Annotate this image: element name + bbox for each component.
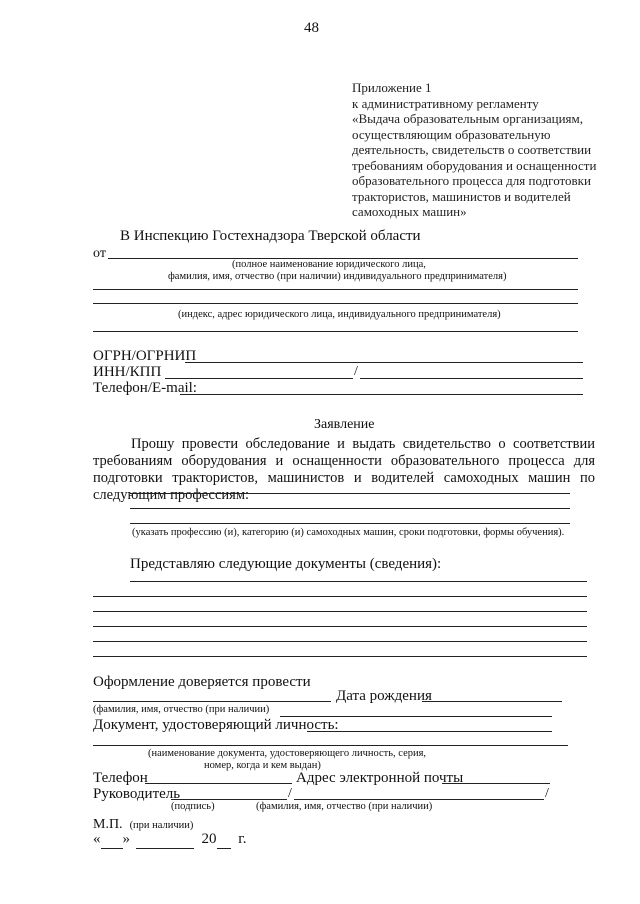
caption-head-fio: (фамилия, имя, отчество (при наличии): [256, 801, 433, 812]
inn-label: ИНН/КПП: [93, 364, 162, 380]
registration-label: Оформление доверяется провести: [93, 674, 311, 690]
profession-field-line[interactable]: [130, 508, 570, 509]
address-field-line[interactable]: [93, 303, 578, 304]
inn-field-line[interactable]: [165, 378, 353, 379]
profession-field-line[interactable]: [130, 493, 570, 494]
date-day-field[interactable]: [101, 831, 123, 849]
caption-org-2: фамилия, имя, отчество (при наличии) индивидуального предпринимателя): [168, 271, 507, 282]
address-field-line-2[interactable]: [93, 331, 578, 332]
date-close-quote: »: [122, 831, 130, 847]
id-document-field-line-2[interactable]: [93, 745, 568, 746]
head-label: Руководитель: [93, 786, 181, 802]
phone-label: Телефон: [93, 770, 148, 786]
head-separator: /: [288, 786, 292, 801]
date-year-prefix: 20: [201, 831, 217, 847]
documents-field-line[interactable]: [93, 611, 587, 612]
caption-signature: (подпись): [171, 801, 215, 812]
addressee: В Инспекцию Гостехнадзора Тверской области: [120, 228, 421, 244]
phone-email-field-line[interactable]: [180, 394, 583, 395]
date-open-quote: «: [93, 831, 101, 847]
date-row: [93, 831, 246, 849]
documents-label: Представляю следующие документы (сведения):: [130, 556, 442, 572]
annex-line: самоходных машин»: [352, 204, 467, 219]
date-month-field[interactable]: [136, 831, 194, 849]
kpp-field-line[interactable]: [360, 378, 583, 379]
caption-org-1: (полное наименование юридического лица,: [232, 259, 426, 270]
head-signature-field-line[interactable]: [171, 799, 287, 800]
documents-field-line[interactable]: [93, 626, 587, 627]
annex-line: «Выдача образовательным организациям,: [352, 111, 583, 126]
annex-line: трактористов, машинистов и водителей: [352, 188, 571, 204]
head-name-field-line[interactable]: [294, 799, 544, 800]
annex-line: деятельность, свидетельств о соответствии: [352, 142, 592, 157]
documents-field-line[interactable]: [93, 656, 587, 657]
seal-label: М.П.: [93, 817, 123, 832]
caption-fio: (фамилия, имя, отчество (при наличии): [93, 704, 270, 715]
caption-id-doc-2: номер, когда и кем выдан): [204, 760, 321, 771]
registration-fio-field-line[interactable]: [93, 701, 331, 702]
annex-line: требованиям оборудования и оснащенности: [352, 157, 597, 173]
email-field-line[interactable]: [442, 783, 550, 784]
caption-address: (индекс, адрес юридического лица, индивидуального предпринимателя): [178, 309, 501, 320]
seal-note: (при наличии): [129, 820, 194, 831]
documents-field-line[interactable]: [130, 581, 587, 582]
email-label: Адрес электронной почты: [296, 770, 464, 786]
birth-date-field-line[interactable]: [422, 701, 562, 702]
annex-line: осуществляющим образовательную: [352, 126, 551, 142]
documents-field-line[interactable]: [93, 641, 587, 642]
page-number: 48: [304, 20, 319, 36]
id-document-field-line[interactable]: [307, 731, 552, 732]
inn-separator: /: [354, 364, 358, 379]
id-document-label: Документ, удостоверяющий личность:: [93, 717, 339, 733]
head-end-separator: /: [545, 786, 549, 801]
caption-profession: (указать профессию (и), категорию (и) самоходных машин, сроки подготовки, формы обучения).: [132, 527, 565, 538]
annex-line: к административному регламенту: [352, 95, 539, 111]
org-field-line[interactable]: [93, 289, 578, 290]
statement-title: Заявление: [314, 417, 375, 432]
date-year-field[interactable]: [217, 831, 231, 849]
ogrn-label: ОГРН/ОГРНИП: [93, 348, 197, 364]
annex-line: образовательного процесса для подготовки: [352, 173, 591, 188]
birth-date-label: Дата рождения: [336, 688, 432, 704]
annex-line: Приложение 1: [352, 80, 432, 95]
date-suffix: г.: [238, 831, 247, 847]
annex-block: [352, 80, 596, 220]
phone-email-label: Телефон/E-mail:: [93, 380, 197, 396]
caption-id-doc-1: (наименование документа, удостоверяющего личность, серия,: [148, 748, 427, 759]
from-label: от: [93, 246, 106, 261]
statement-text: Прошу провести обследование и выдать свидетельство о соответствии требованиям оборудования и оснащенности образовательного процесса для подготовки трактористов, машинистов и водителей самоходных машин по следующим профессиям:: [93, 436, 595, 503]
phone-field-line[interactable]: [145, 783, 292, 784]
documents-field-line[interactable]: [93, 596, 587, 597]
ogrn-field-line[interactable]: [185, 362, 583, 363]
profession-field-line[interactable]: [130, 523, 570, 524]
